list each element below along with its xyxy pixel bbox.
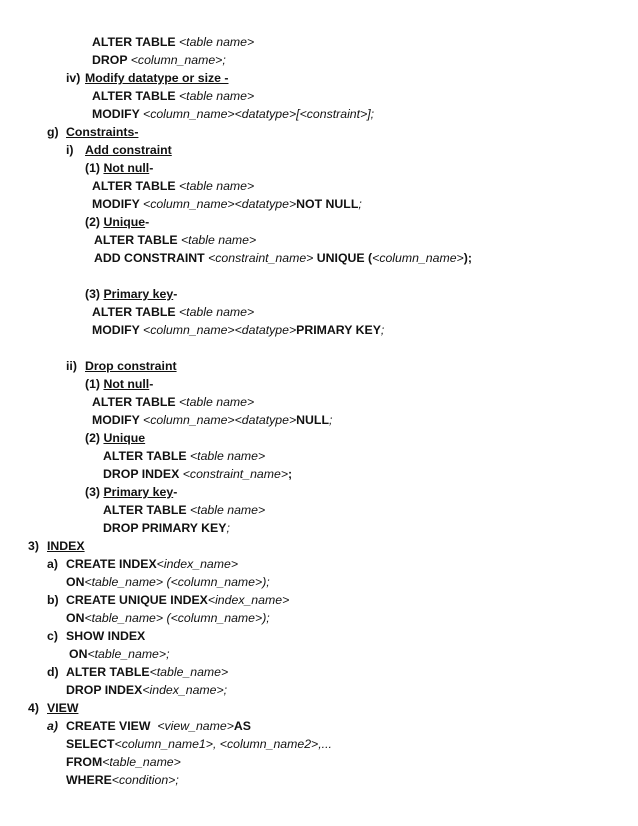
document-line [66, 69, 229, 87]
list-marker: 4) [28, 701, 39, 715]
list-marker: i) [66, 143, 74, 157]
section-heading: Primary key [103, 485, 174, 499]
section-heading: Primary key [103, 287, 174, 301]
syntax-text: <table name> [189, 449, 266, 463]
syntax-text: <table name> [178, 305, 255, 319]
syntax-text: <column_name>; [130, 53, 226, 67]
syntax-text: MODIFY [92, 413, 144, 427]
syntax-text: <table_name> [102, 755, 181, 769]
syntax-text: ON [69, 647, 88, 661]
section-heading: Drop constraint [85, 359, 177, 373]
document-line [66, 141, 172, 159]
syntax-text: ALTER TABLE [92, 35, 179, 49]
document-line [94, 231, 256, 249]
section-heading: VIEW [47, 701, 79, 715]
syntax-text: <table name> [180, 233, 257, 247]
syntax-text: (2) [85, 215, 104, 229]
syntax-text: ; [358, 197, 362, 211]
syntax-text: <column_name><datatype> [143, 413, 297, 427]
syntax-text: <index_name> [156, 557, 239, 571]
document-line [28, 699, 78, 717]
syntax-text: (3) [85, 287, 104, 301]
syntax-text: ADD CONSTRAINT [94, 251, 209, 265]
document-line [92, 87, 254, 105]
list-marker: 3) [28, 539, 39, 553]
syntax-text: ALTER TABLE [92, 305, 179, 319]
syntax-text: <column_name><datatype> [143, 323, 297, 337]
syntax-text: <table name> [189, 503, 266, 517]
syntax-text: <table_name> (<column_name>); [84, 575, 270, 589]
document-line [85, 285, 177, 303]
list-marker: b) [47, 593, 59, 607]
syntax-text: DROP INDEX [103, 467, 183, 481]
syntax-text: ON [66, 575, 85, 589]
document-line [92, 321, 384, 339]
section-heading: Add constraint [85, 143, 172, 157]
syntax-text: FROM [66, 755, 103, 769]
document-line [103, 465, 292, 483]
syntax-text: ALTER TABLE [92, 395, 179, 409]
document-line [47, 627, 145, 645]
syntax-text: <condition>; [111, 773, 179, 787]
document-line [28, 537, 85, 555]
syntax-text: <column_name> [372, 251, 464, 265]
document-line [47, 591, 289, 609]
syntax-text: NOT NULL [296, 197, 359, 211]
syntax-text: ALTER TABLE [66, 665, 150, 679]
syntax-text: ); [463, 251, 472, 265]
syntax-text: MODIFY [92, 197, 144, 211]
document-line [92, 303, 254, 321]
syntax-text: ; [226, 521, 230, 535]
syntax-text: ; [288, 467, 293, 481]
section-heading: Modify datatype or size - [85, 71, 229, 85]
document-line [85, 213, 149, 231]
syntax-text: <index_name>; [142, 683, 228, 697]
document-line [66, 357, 177, 375]
syntax-text: ALTER TABLE [92, 179, 179, 193]
document-line [92, 195, 362, 213]
syntax-text: SHOW INDEX [66, 629, 146, 643]
document-line [92, 51, 226, 69]
list-marker: c) [47, 629, 58, 643]
syntax-text: UNIQUE ( [316, 251, 373, 265]
syntax-text: ALTER TABLE [103, 449, 190, 463]
syntax-text: DROP PRIMARY KEY [103, 521, 227, 535]
syntax-text: SELECT [66, 737, 115, 751]
syntax-text: (2) [85, 431, 104, 445]
section-heading: Not null [103, 377, 150, 391]
syntax-text: DROP INDEX [66, 683, 143, 697]
document-line [103, 519, 230, 537]
syntax-text: - [149, 377, 154, 391]
syntax-text: <table_name>; [87, 647, 170, 661]
syntax-text: <table name> [178, 89, 255, 103]
document-line [66, 771, 179, 789]
document-line [47, 555, 238, 573]
document-line [92, 393, 254, 411]
syntax-text: - [149, 161, 154, 175]
document-line [66, 753, 181, 771]
document-line [92, 411, 332, 429]
section-heading: INDEX [47, 539, 85, 553]
document-line [66, 681, 227, 699]
section-heading: Constraints- [66, 125, 139, 139]
document-line [92, 177, 254, 195]
list-marker: d) [47, 665, 59, 679]
syntax-text: ON [66, 611, 85, 625]
document-line [47, 663, 228, 681]
document-line [85, 483, 177, 501]
syntax-text: <table name> [178, 395, 255, 409]
syntax-text: ALTER TABLE [92, 89, 179, 103]
document-line [92, 105, 374, 123]
document-line [47, 717, 251, 735]
syntax-text: DROP [92, 53, 131, 67]
document-line [103, 447, 265, 465]
syntax-text: CREATE UNIQUE INDEX [66, 593, 208, 607]
syntax-text: ALTER TABLE [94, 233, 181, 247]
syntax-text: CREATE INDEX [66, 557, 157, 571]
document-line [85, 159, 153, 177]
syntax-text: ALTER TABLE [103, 503, 190, 517]
syntax-text: MODIFY [92, 323, 144, 337]
syntax-text: (1) [85, 161, 104, 175]
list-marker: a) [47, 719, 58, 733]
syntax-text: CREATE VIEW [66, 719, 158, 733]
syntax-text: ; [380, 323, 385, 337]
list-marker: a) [47, 557, 58, 571]
document-line [47, 123, 138, 141]
syntax-text: <table name> [178, 179, 255, 193]
list-marker: iv) [66, 71, 81, 85]
syntax-text: <constraint_name> [208, 251, 317, 265]
syntax-text: <column_name><datatype>[<constraint>]; [143, 107, 375, 121]
syntax-text: <view_name> [157, 719, 234, 733]
document-line [103, 501, 265, 519]
syntax-text: NULL [296, 413, 329, 427]
syntax-text: (1) [85, 377, 104, 391]
syntax-text: <index_name> [207, 593, 290, 607]
syntax-text: WHERE [66, 773, 112, 787]
syntax-text: ; [328, 413, 333, 427]
document-line [85, 429, 145, 447]
syntax-text: - [173, 485, 178, 499]
document-line [92, 33, 254, 51]
document-line [66, 735, 332, 753]
syntax-text: (3) [85, 485, 104, 499]
document-line [66, 573, 270, 591]
document-line [69, 645, 170, 663]
syntax-text: <constraint_name> [182, 467, 289, 481]
document-line [85, 375, 153, 393]
section-heading: Unique [103, 431, 146, 445]
syntax-text: AS [233, 719, 251, 733]
syntax-text: - [173, 287, 178, 301]
syntax-text: MODIFY [92, 107, 144, 121]
syntax-text: - [145, 215, 150, 229]
syntax-text: <table_name> (<column_name>); [84, 611, 270, 625]
syntax-text: <column_name1>, <column_name2>,... [114, 737, 332, 751]
syntax-text: <column_name><datatype> [143, 197, 297, 211]
section-heading: Unique [103, 215, 146, 229]
document-line [66, 609, 270, 627]
syntax-text: <table_name> [149, 665, 229, 679]
section-heading: Not null [103, 161, 150, 175]
syntax-text: PRIMARY KEY [296, 323, 381, 337]
syntax-text: <table name> [178, 35, 255, 49]
list-marker: ii) [66, 359, 77, 373]
document-line [94, 249, 472, 267]
list-marker: g) [47, 125, 59, 139]
